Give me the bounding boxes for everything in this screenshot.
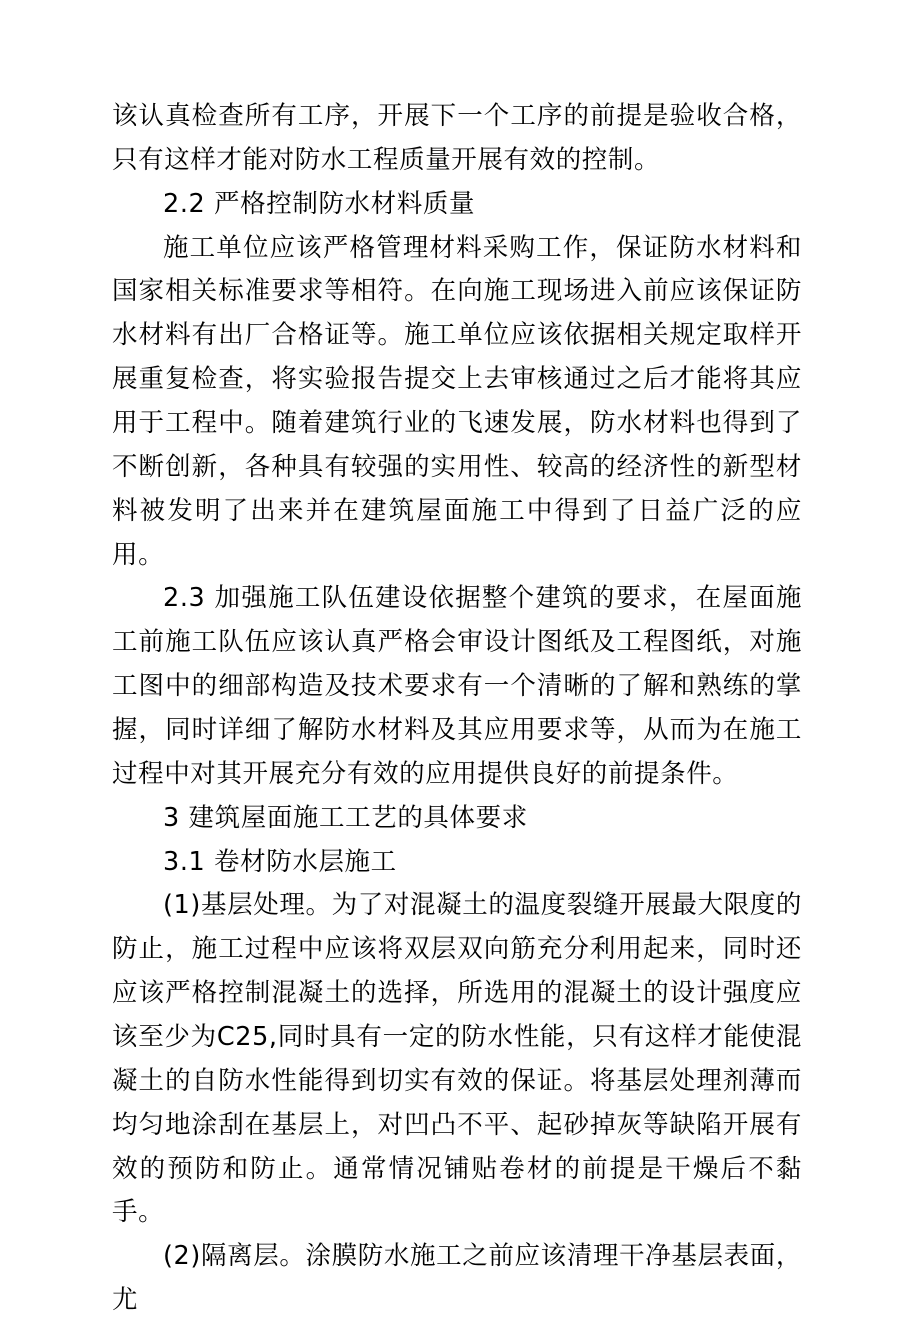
paragraph-3-1-2: (2)隔离层。涂膜防水施工之前应该清理干净基层表面，尤 xyxy=(112,1241,802,1316)
document-body xyxy=(112,95,802,1323)
heading-3-1: 3.1 卷材防水层施工 xyxy=(163,846,397,877)
heading-3: 3 建筑屋面施工工艺的具体要求 xyxy=(163,802,528,833)
heading-2-2: 2.2 严格控制防水材料质量 xyxy=(163,188,476,219)
paragraph-continued: 该认真检查所有工序，开展下一个工序的前提是验收合格，只有这样才能对防水工程质量开展有效的控制。 xyxy=(112,101,802,175)
paragraph-3-1-1: (1)基层处理。为了对混凝土的温度裂缝开展最大限度的防止，施工过程中应该将双层双向筋充分利用起来，同时还应该严格控制混凝土的选择，所选用的混凝土的设计强度应该至少为C25,同时具有一定的防水性能，只有这样才能使混凝土的自防水性能得到切实有效的保证。将基层处理剂薄而均匀地涂刮在基层上，对凹凸不平、起砂掉灰等缺陷开展有效的预防和防止。通常情况铺贴卷材的前提是干燥后不黏手。 xyxy=(112,890,802,1228)
paragraph-materials: 施工单位应该严格管理材料采购工作，保证防水材料和国家相关标准要求等相符。在向施工现场进入前应该保证防水材料有出厂合格证等。施工单位应该依据相关规定取样开展重复检查，将实验报告提交上去审核通过之后才能将其应用于工程中。随着建筑行业的飞速发展，防水材料也得到了不断创新，各种具有较强的实用性、较高的经济性的新型材料被发明了出来并在建筑屋面施工中得到了日益广泛的应用。 xyxy=(112,232,802,570)
paragraph-2-3: 2.3 加强施工队伍建设依据整个建筑的要求，在屋面施工前施工队伍应该认真严格会审设计图纸及工程图纸，对施工图中的细部构造及技术要求有一个清晰的了解和熟练的掌握，同时详细了解防水材料及其应用要求等，从而为在施工过程中对其开展充分有效的应用提供良好的前提条件。 xyxy=(112,583,802,789)
